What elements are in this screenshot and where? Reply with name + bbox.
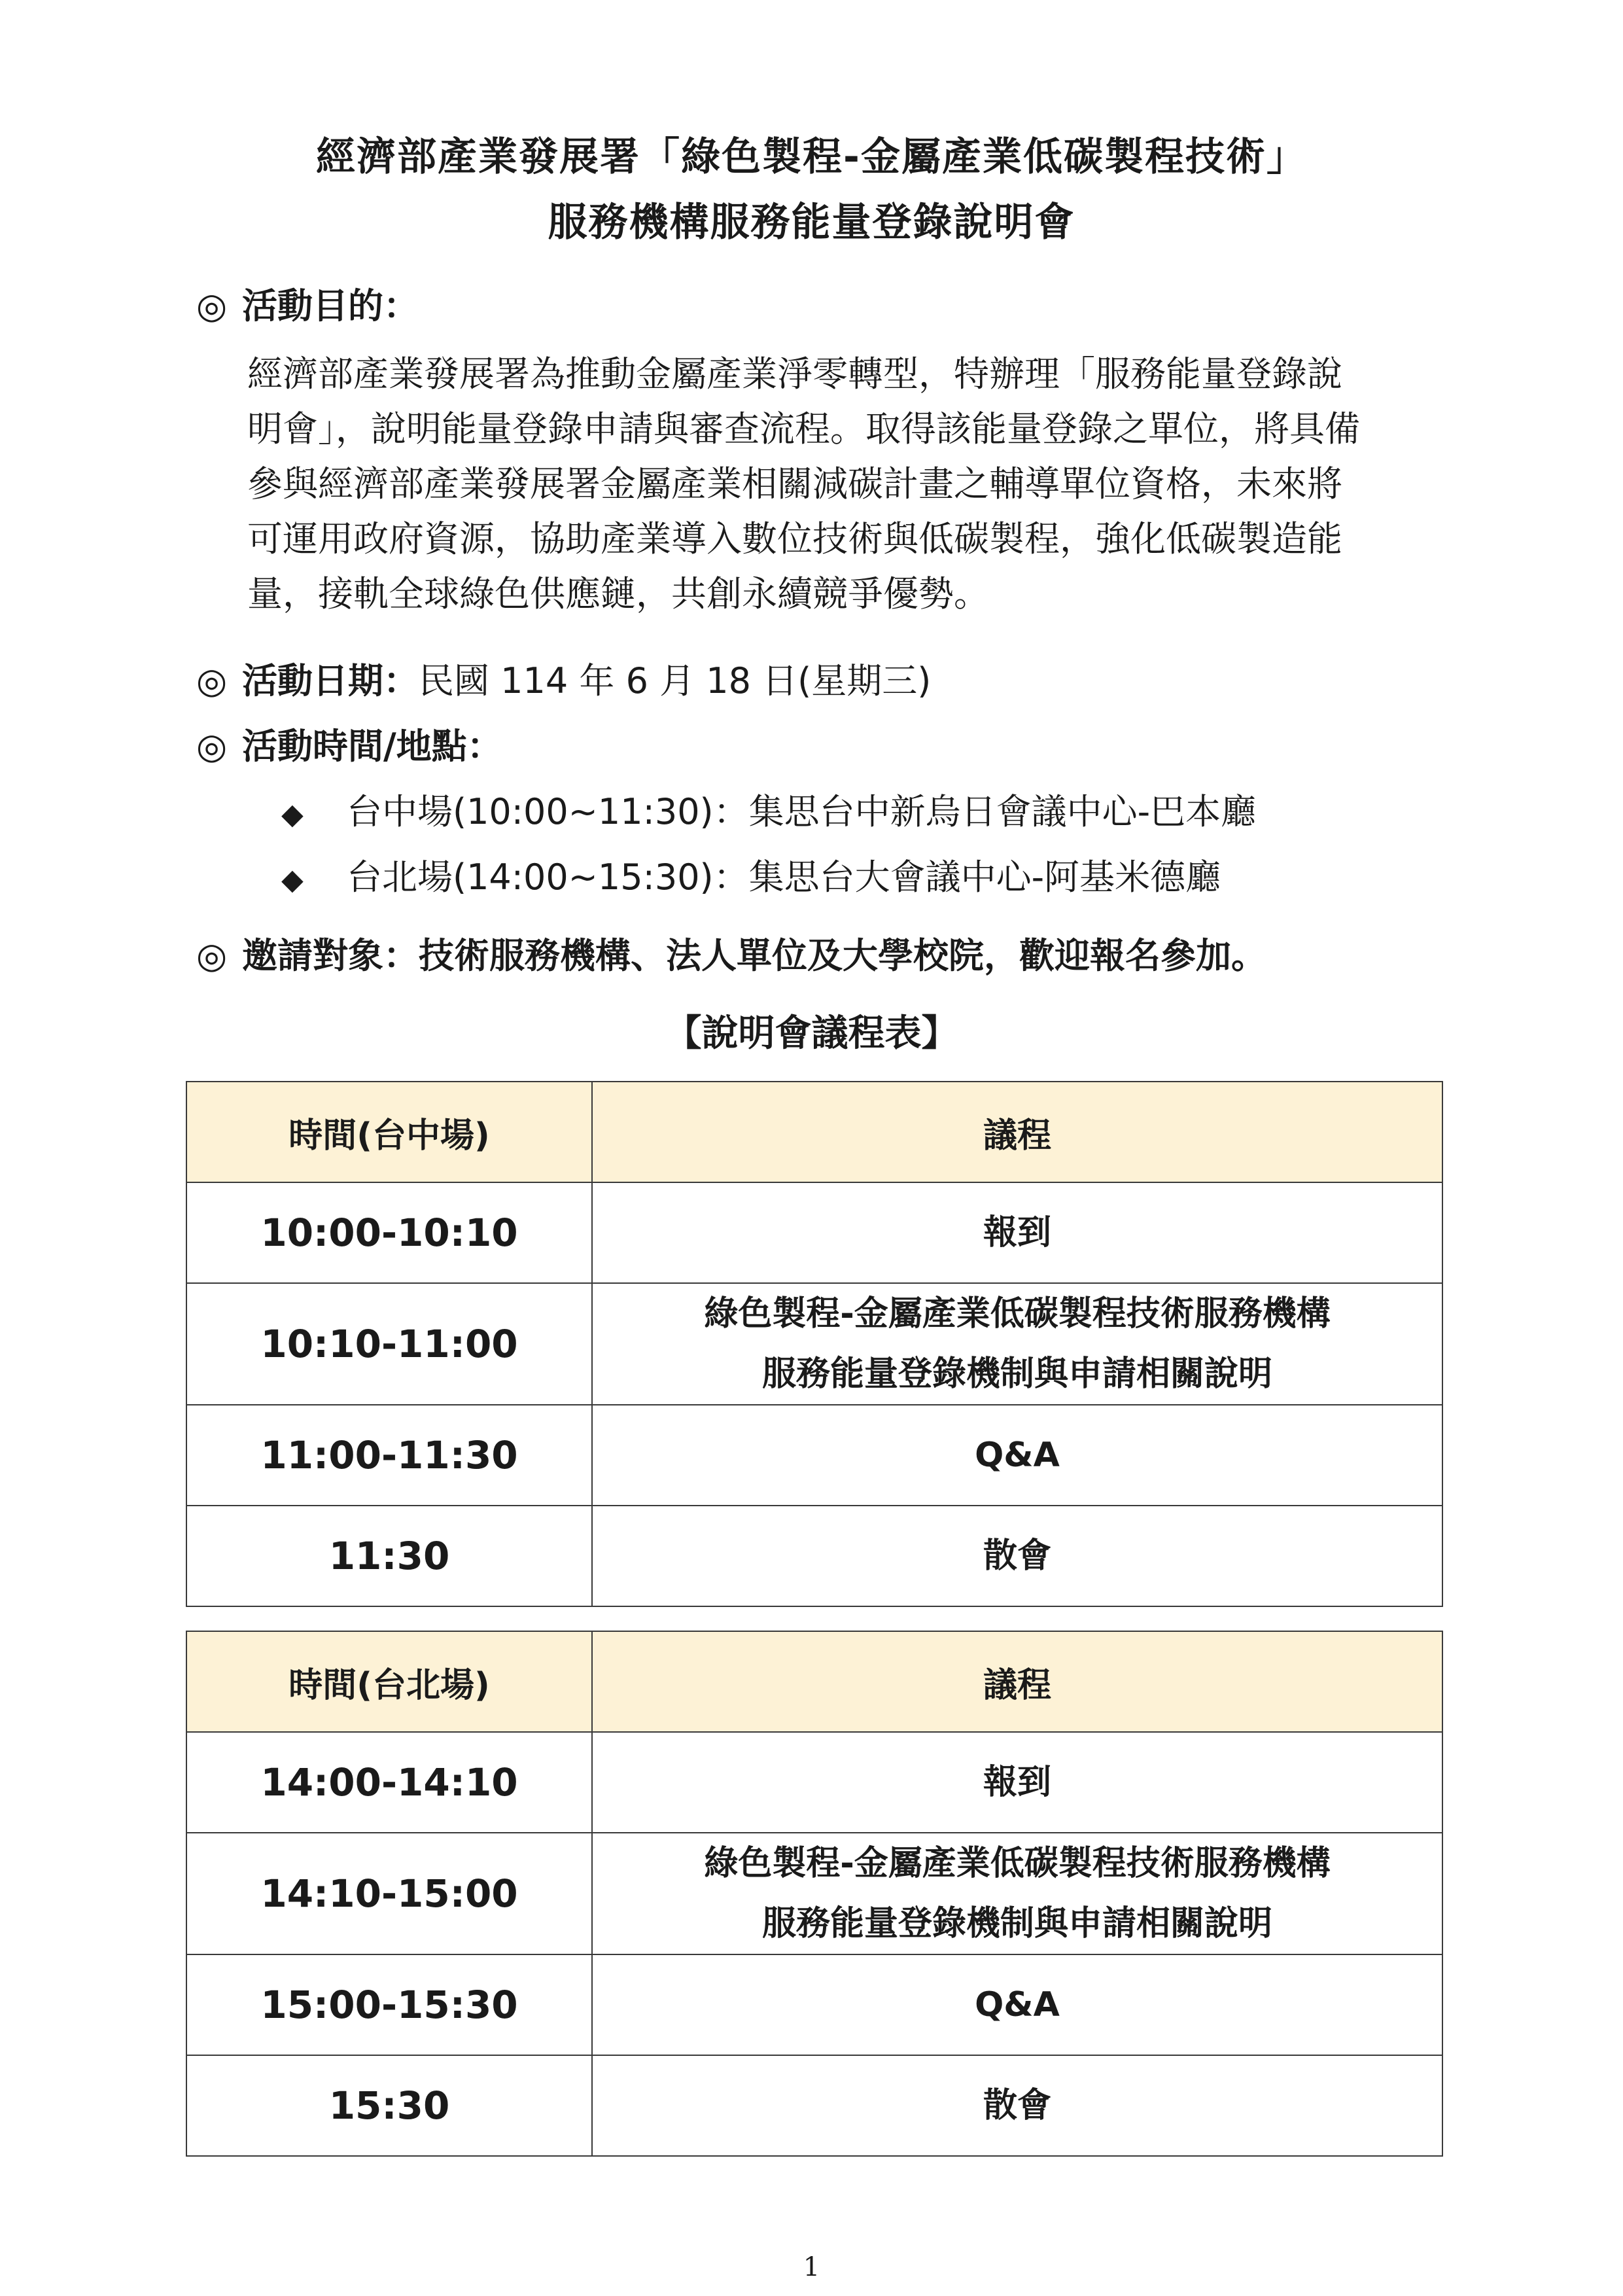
row-time: 10:10-11:00 — [186, 1283, 592, 1405]
row-agenda-line: 散會 — [983, 2086, 1051, 2125]
row-agenda-line: 服務能量登錄機制與申請相關說明 — [761, 1354, 1272, 1394]
row-agenda — [592, 1954, 1442, 2055]
venue-heading — [196, 718, 502, 769]
row-agenda — [592, 1732, 1442, 1833]
double-circle-icon: ◎ — [196, 660, 228, 701]
row-agenda — [592, 1405, 1442, 1506]
header-time: 時間(台北場) — [186, 1631, 592, 1732]
row-time: 14:10-15:00 — [186, 1833, 592, 1954]
agenda-title: 【說明會議程表】 — [665, 1012, 958, 1055]
header-agenda: 議程 — [592, 1082, 1442, 1182]
table-row — [186, 1954, 1442, 2055]
row-agenda — [592, 2055, 1442, 2156]
row-time: 11:00-11:30 — [186, 1405, 592, 1506]
audience-text: 邀請對象：技術服務機構、法人單位及大學校院，歡迎報名參加。 — [242, 935, 1266, 976]
row-agenda-line: 綠色製程-金屬產業低碳製程技術服務機構 — [704, 1844, 1331, 1883]
audience-section — [196, 928, 1266, 978]
document-title-line1: 經濟部產業發展署「綠色製程-金屬產業低碳製程技術」 — [316, 134, 1307, 180]
row-time: 14:00-14:10 — [186, 1732, 592, 1833]
venue-item-taipei — [281, 849, 1221, 900]
table-row — [186, 1405, 1442, 1506]
document-title-line2: 服務機構服務能量登錄說明會 — [548, 200, 1075, 245]
row-agenda — [592, 1833, 1442, 1954]
date-section — [196, 653, 931, 703]
venue-item-text: 台中場(10:00~11:30)：集思台中新烏日會議中心-巴本廳 — [347, 791, 1257, 832]
row-agenda-line: 散會 — [983, 1536, 1051, 1576]
agenda-table-taipei — [186, 1631, 1443, 2157]
purpose-paragraph — [247, 347, 1444, 622]
page-number: 1 — [803, 2252, 820, 2282]
double-circle-icon: ◎ — [196, 935, 228, 976]
table-row — [186, 1506, 1442, 1606]
agenda-table-taichung — [186, 1081, 1443, 1607]
header-agenda: 議程 — [592, 1631, 1442, 1732]
double-circle-icon: ◎ — [196, 285, 228, 327]
row-agenda-line: Q&A — [975, 1436, 1060, 1475]
table-row — [186, 1182, 1442, 1283]
table-row — [186, 1732, 1442, 1833]
row-time: 10:00-10:10 — [186, 1182, 592, 1283]
row-agenda-line: 綠色製程-金屬產業低碳製程技術服務機構 — [704, 1294, 1331, 1333]
table-row — [186, 1833, 1442, 1954]
venue-item-taichung — [281, 784, 1256, 834]
row-time: 15:00-15:30 — [186, 1954, 592, 2055]
diamond-bullet-icon: ◆ — [281, 863, 304, 896]
diamond-bullet-icon: ◆ — [281, 798, 304, 831]
purpose-line: 量，接軌全球綠色供應鏈，共創永續競爭優勢。 — [247, 573, 989, 614]
table-row — [186, 1283, 1442, 1405]
double-circle-icon: ◎ — [196, 726, 228, 767]
purpose-heading — [196, 278, 419, 328]
venue-item-text: 台北場(14:00~15:30)：集思台大會議中心-阿基米德廳 — [347, 857, 1221, 898]
table-header-row — [186, 1631, 1442, 1732]
date-value: 民國 114 年 6 月 18 日(星期三) — [419, 660, 932, 701]
purpose-line: 明會」，說明能量登錄申請與審查流程。取得該能量登錄之單位，將具備 — [247, 408, 1360, 450]
row-agenda-line: 報到 — [983, 1763, 1051, 1802]
purpose-heading-label: 活動目的： — [242, 285, 419, 327]
purpose-line: 參與經濟部產業發展署金屬產業相關減碳計畫之輔導單位資格，未來將 — [247, 463, 1342, 504]
row-agenda-line: 報到 — [983, 1213, 1051, 1252]
venue-heading-label: 活動時間/地點： — [242, 726, 502, 767]
row-agenda — [592, 1182, 1442, 1283]
row-time: 15:30 — [186, 2055, 592, 2156]
row-agenda — [592, 1283, 1442, 1405]
row-agenda — [592, 1506, 1442, 1606]
row-agenda-line: 服務能量登錄機制與申請相關說明 — [761, 1904, 1272, 1943]
row-time: 11:30 — [186, 1506, 592, 1606]
header-time: 時間(台中場) — [186, 1082, 592, 1182]
table-header-row — [186, 1082, 1442, 1182]
row-agenda-line: Q&A — [975, 1985, 1060, 2024]
purpose-line: 可運用政府資源，協助產業導入數位技術與低碳製程，強化低碳製造能 — [247, 518, 1342, 559]
purpose-line: 經濟部產業發展署為推動金屬產業淨零轉型，特辦理「服務能量登錄說 — [247, 353, 1342, 395]
date-heading: 活動日期： — [242, 660, 419, 701]
table-row — [186, 2055, 1442, 2156]
